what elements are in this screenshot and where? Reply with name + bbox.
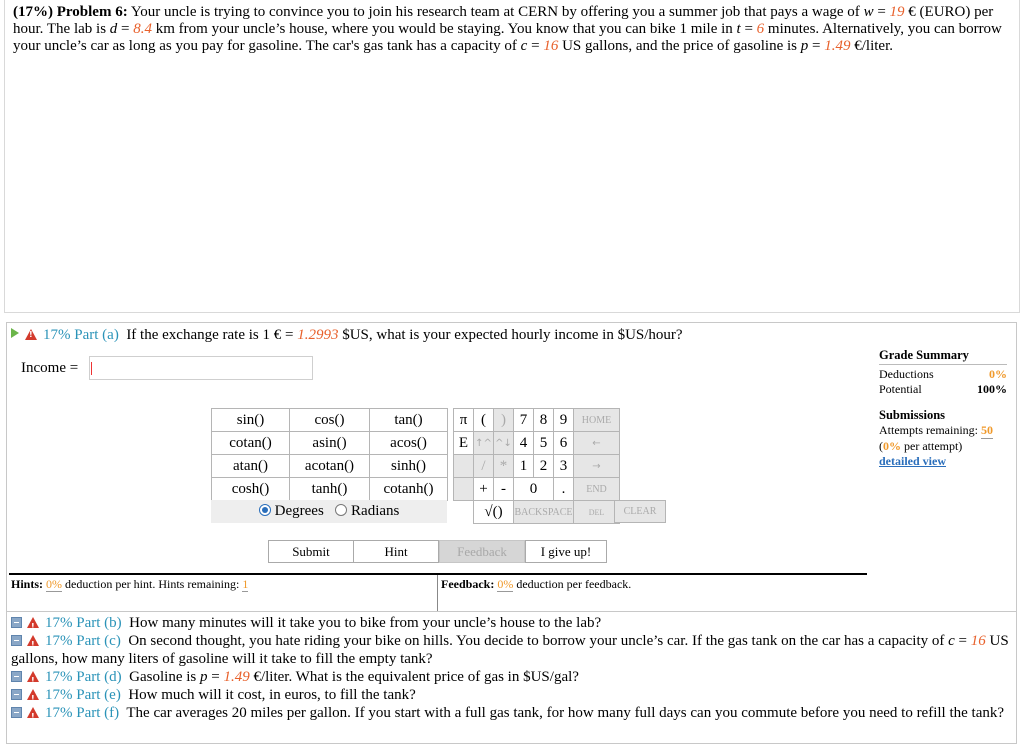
deductions-label: Deductions (879, 367, 934, 381)
key-7[interactable]: 7 (514, 409, 534, 432)
radians-radio[interactable] (335, 504, 347, 516)
equals: = (954, 633, 971, 649)
warning-icon (25, 329, 37, 340)
warning-icon (27, 617, 39, 628)
key-0[interactable]: 0 (514, 478, 554, 501)
problem-statement (4, 0, 1020, 313)
part-a-panel (6, 322, 1017, 612)
give-up-button[interactable]: I give up! (525, 540, 607, 563)
per-attempt-row (879, 439, 1009, 454)
problem-text-4: minutes. Alternatively, you can borrow your uncle’s car as long as you pay for gasoline. The car's gas tank has a capacity of (13, 21, 1002, 54)
angle-mode (211, 500, 447, 523)
part-question-end: €/liter. What is the equivalent price of gas in $US/gal? (249, 669, 579, 685)
feedback-value: 0% (497, 577, 514, 591)
toggle-icon[interactable] (11, 671, 22, 682)
grade-summary-title: Grade Summary (879, 348, 1007, 365)
key-asin[interactable]: asin() (290, 432, 370, 455)
key-atan[interactable]: atan() (212, 455, 290, 478)
key-9[interactable]: 9 (554, 409, 574, 432)
submit-button[interactable]: Submit (268, 540, 354, 563)
symbol-p: p (800, 38, 809, 54)
part-question: The car averages 20 miles per gallon. If you start with a full gas tank, for how many full days can you commute before you need to refill the tank? (126, 705, 1005, 721)
key-2[interactable]: 2 (534, 455, 554, 478)
key-1[interactable]: 1 (514, 455, 534, 478)
potential-label: Potential (879, 382, 922, 396)
warning-icon (27, 689, 39, 700)
list-item[interactable] (11, 686, 1012, 704)
income-input[interactable] (89, 356, 313, 380)
part-label: Part (e) (76, 687, 121, 703)
part-question: On second thought, you hate riding your bike on hills. You decide to borrow your uncle’s car. If the gas tank on the car has a capacity of (128, 633, 949, 649)
feedback-label: Feedback: (441, 577, 495, 591)
part-a-pct: 17% (43, 327, 71, 343)
symbol-t: t (736, 21, 741, 37)
key-clear[interactable]: CLEAR (614, 500, 666, 523)
function-keypad (211, 408, 448, 501)
key-del[interactable]: DEL (574, 501, 620, 524)
income-label: Income = (21, 360, 79, 376)
key-cotanh[interactable]: cotanh() (370, 478, 448, 501)
key-backspace[interactable]: BACKSPACE (514, 501, 574, 524)
part-pct: 17% (45, 615, 73, 631)
key-acotan[interactable]: acotan() (290, 455, 370, 478)
list-item[interactable] (11, 632, 1012, 668)
part-question-end: US gallons, how many liters of gasoline will it take to fill the empty tank? (11, 633, 1009, 667)
key-8[interactable]: 8 (534, 409, 554, 432)
key-sqrt[interactable]: √() (474, 501, 514, 524)
key-3[interactable]: 3 (554, 455, 574, 478)
equals: = (808, 38, 825, 54)
toggle-icon[interactable] (11, 707, 22, 718)
part-symbol: p (199, 669, 208, 685)
key-slash[interactable]: / (474, 455, 494, 478)
key-5[interactable]: 5 (534, 432, 554, 455)
potential-value: 100% (977, 382, 1007, 396)
hint-button[interactable]: Hint (353, 540, 439, 563)
list-item[interactable] (11, 668, 1012, 686)
part-question: How many minutes will it take you to bike from your uncle’s house to the lab? (129, 615, 602, 631)
hints-feedback-bar (9, 573, 867, 611)
key-tanh[interactable]: tanh() (290, 478, 370, 501)
key-rparen[interactable]: ) (494, 409, 514, 432)
part-label: Part (b) (76, 615, 122, 631)
submissions-box (879, 408, 1009, 469)
problem-label: Problem 6: (56, 4, 128, 20)
expand-arrow-icon[interactable] (11, 328, 19, 338)
key-sin[interactable]: sin() (212, 409, 290, 432)
symbol-w: w (863, 4, 874, 20)
per-open: ( (879, 439, 883, 453)
grade-summary (879, 348, 1007, 397)
part-a-question-2: $US, what is your expected hourly income in $US/hour? (338, 327, 683, 343)
part-a-label: Part (a) (74, 327, 119, 343)
deductions-row (879, 367, 1007, 382)
value-t: 6 (756, 21, 765, 37)
equals: = (740, 21, 757, 37)
key-sinh[interactable]: sinh() (370, 455, 448, 478)
detailed-view-link[interactable]: detailed view (879, 454, 946, 468)
list-item[interactable] (11, 704, 1012, 722)
degrees-radio[interactable] (259, 504, 271, 516)
list-item[interactable] (11, 614, 1012, 632)
key-6[interactable]: 6 (554, 432, 574, 455)
part-symbol: c (948, 633, 955, 649)
feedback-info (441, 577, 631, 592)
value-d: 8.4 (133, 21, 153, 37)
problem-text-2: € (EURO) per hour. The lab is (13, 4, 994, 37)
equals: = (207, 669, 224, 685)
value-c: 16 (543, 38, 559, 54)
key-pi[interactable]: π (454, 409, 474, 432)
key-cos[interactable]: cos() (290, 409, 370, 432)
key-lparen[interactable]: ( (474, 409, 494, 432)
submissions-title: Submissions (879, 408, 946, 422)
part-question: Gasoline is (129, 669, 200, 685)
key-cosh[interactable]: cosh() (212, 478, 290, 501)
key-down[interactable]: ^↓ (494, 432, 514, 455)
part-pct: 17% (45, 705, 73, 721)
value-w: 19 (889, 4, 905, 20)
divider (437, 575, 438, 611)
feedback-button[interactable]: Feedback (439, 540, 525, 563)
toggle-icon[interactable] (11, 635, 22, 646)
part-pct: 17% (45, 669, 73, 685)
degrees-label: Degrees (274, 503, 324, 519)
hints-text: deduction per hint. Hints remaining: (62, 577, 243, 591)
symbol-c: c (520, 38, 528, 54)
key-e[interactable]: E (454, 432, 474, 455)
radians-label: Radians (351, 503, 400, 519)
equals: = (527, 38, 544, 54)
key-star[interactable]: * (494, 455, 514, 478)
symbol-d: d (109, 21, 118, 37)
attempts-row (879, 423, 1009, 439)
part-pct: 17% (45, 633, 73, 649)
key-minus[interactable]: - (494, 478, 514, 501)
part-label: Part (f) (76, 705, 120, 721)
key-up[interactable]: ↑^ (474, 432, 494, 455)
part-a-header (11, 327, 683, 344)
key-home[interactable]: HOME (574, 409, 620, 432)
key-left[interactable]: ← (574, 432, 620, 455)
part-question: How much will it cost, in euros, to fill the tank? (128, 687, 416, 703)
warning-icon (27, 635, 39, 646)
problem-text-1: Your uncle is trying to convince you to join his research team at CERN by offering you a summer job that pays a wage of (130, 4, 864, 20)
attempts-label: Attempts remaining: (879, 423, 981, 437)
problem-text-6: €/liter. (850, 38, 893, 54)
key-tan[interactable]: tan() (370, 409, 448, 432)
key-plus[interactable]: + (474, 478, 494, 501)
exchange-rate: 1.2993 (297, 327, 339, 343)
part-pct: 17% (45, 687, 73, 703)
toggle-icon[interactable] (11, 689, 22, 700)
equals: = (873, 4, 890, 20)
toggle-icon[interactable] (11, 617, 22, 628)
problem-text-5: US gallons, and the price of gasoline is (558, 38, 801, 54)
per-attempt-value: 0% (883, 439, 901, 453)
part-a-question-1: If the exchange rate is 1 € = (126, 327, 298, 343)
part-label: Part (c) (76, 633, 121, 649)
feedback-text: deduction per feedback. (513, 577, 632, 591)
hints-info (11, 577, 248, 592)
key-blank (454, 478, 474, 501)
key-cotan[interactable]: cotan() (212, 432, 290, 455)
key-right[interactable]: → (574, 455, 620, 478)
hints-label: Hints: (11, 577, 44, 591)
attempts-value: 50 (980, 423, 993, 437)
equals: = (117, 21, 134, 37)
key-acos[interactable]: acos() (370, 432, 448, 455)
value-p: 1.49 (824, 38, 851, 54)
part-value: 1.49 (223, 669, 250, 685)
number-keypad (453, 408, 620, 524)
text-caret (91, 362, 92, 375)
part-label: Part (d) (76, 669, 122, 685)
warning-icon (27, 707, 39, 718)
deductions-value: 0% (989, 367, 1007, 381)
problem-text-3: km from your uncle’s house, where you would be staying. You know that you can bike 1 mile in (152, 21, 737, 37)
hints-value: 0% (46, 577, 63, 591)
per-attempt-label: per attempt) (901, 439, 963, 453)
part-value: 16 (970, 633, 986, 649)
problem-weight: (17%) (13, 4, 53, 20)
hints-remaining: 1 (242, 577, 249, 591)
parts-list (6, 612, 1017, 744)
key-4[interactable]: 4 (514, 432, 534, 455)
key-blank (454, 455, 474, 478)
key-end[interactable]: END (574, 478, 620, 501)
key-dot[interactable]: . (554, 478, 574, 501)
potential-row (879, 382, 1007, 397)
key-gap (454, 501, 474, 524)
warning-icon (27, 671, 39, 682)
